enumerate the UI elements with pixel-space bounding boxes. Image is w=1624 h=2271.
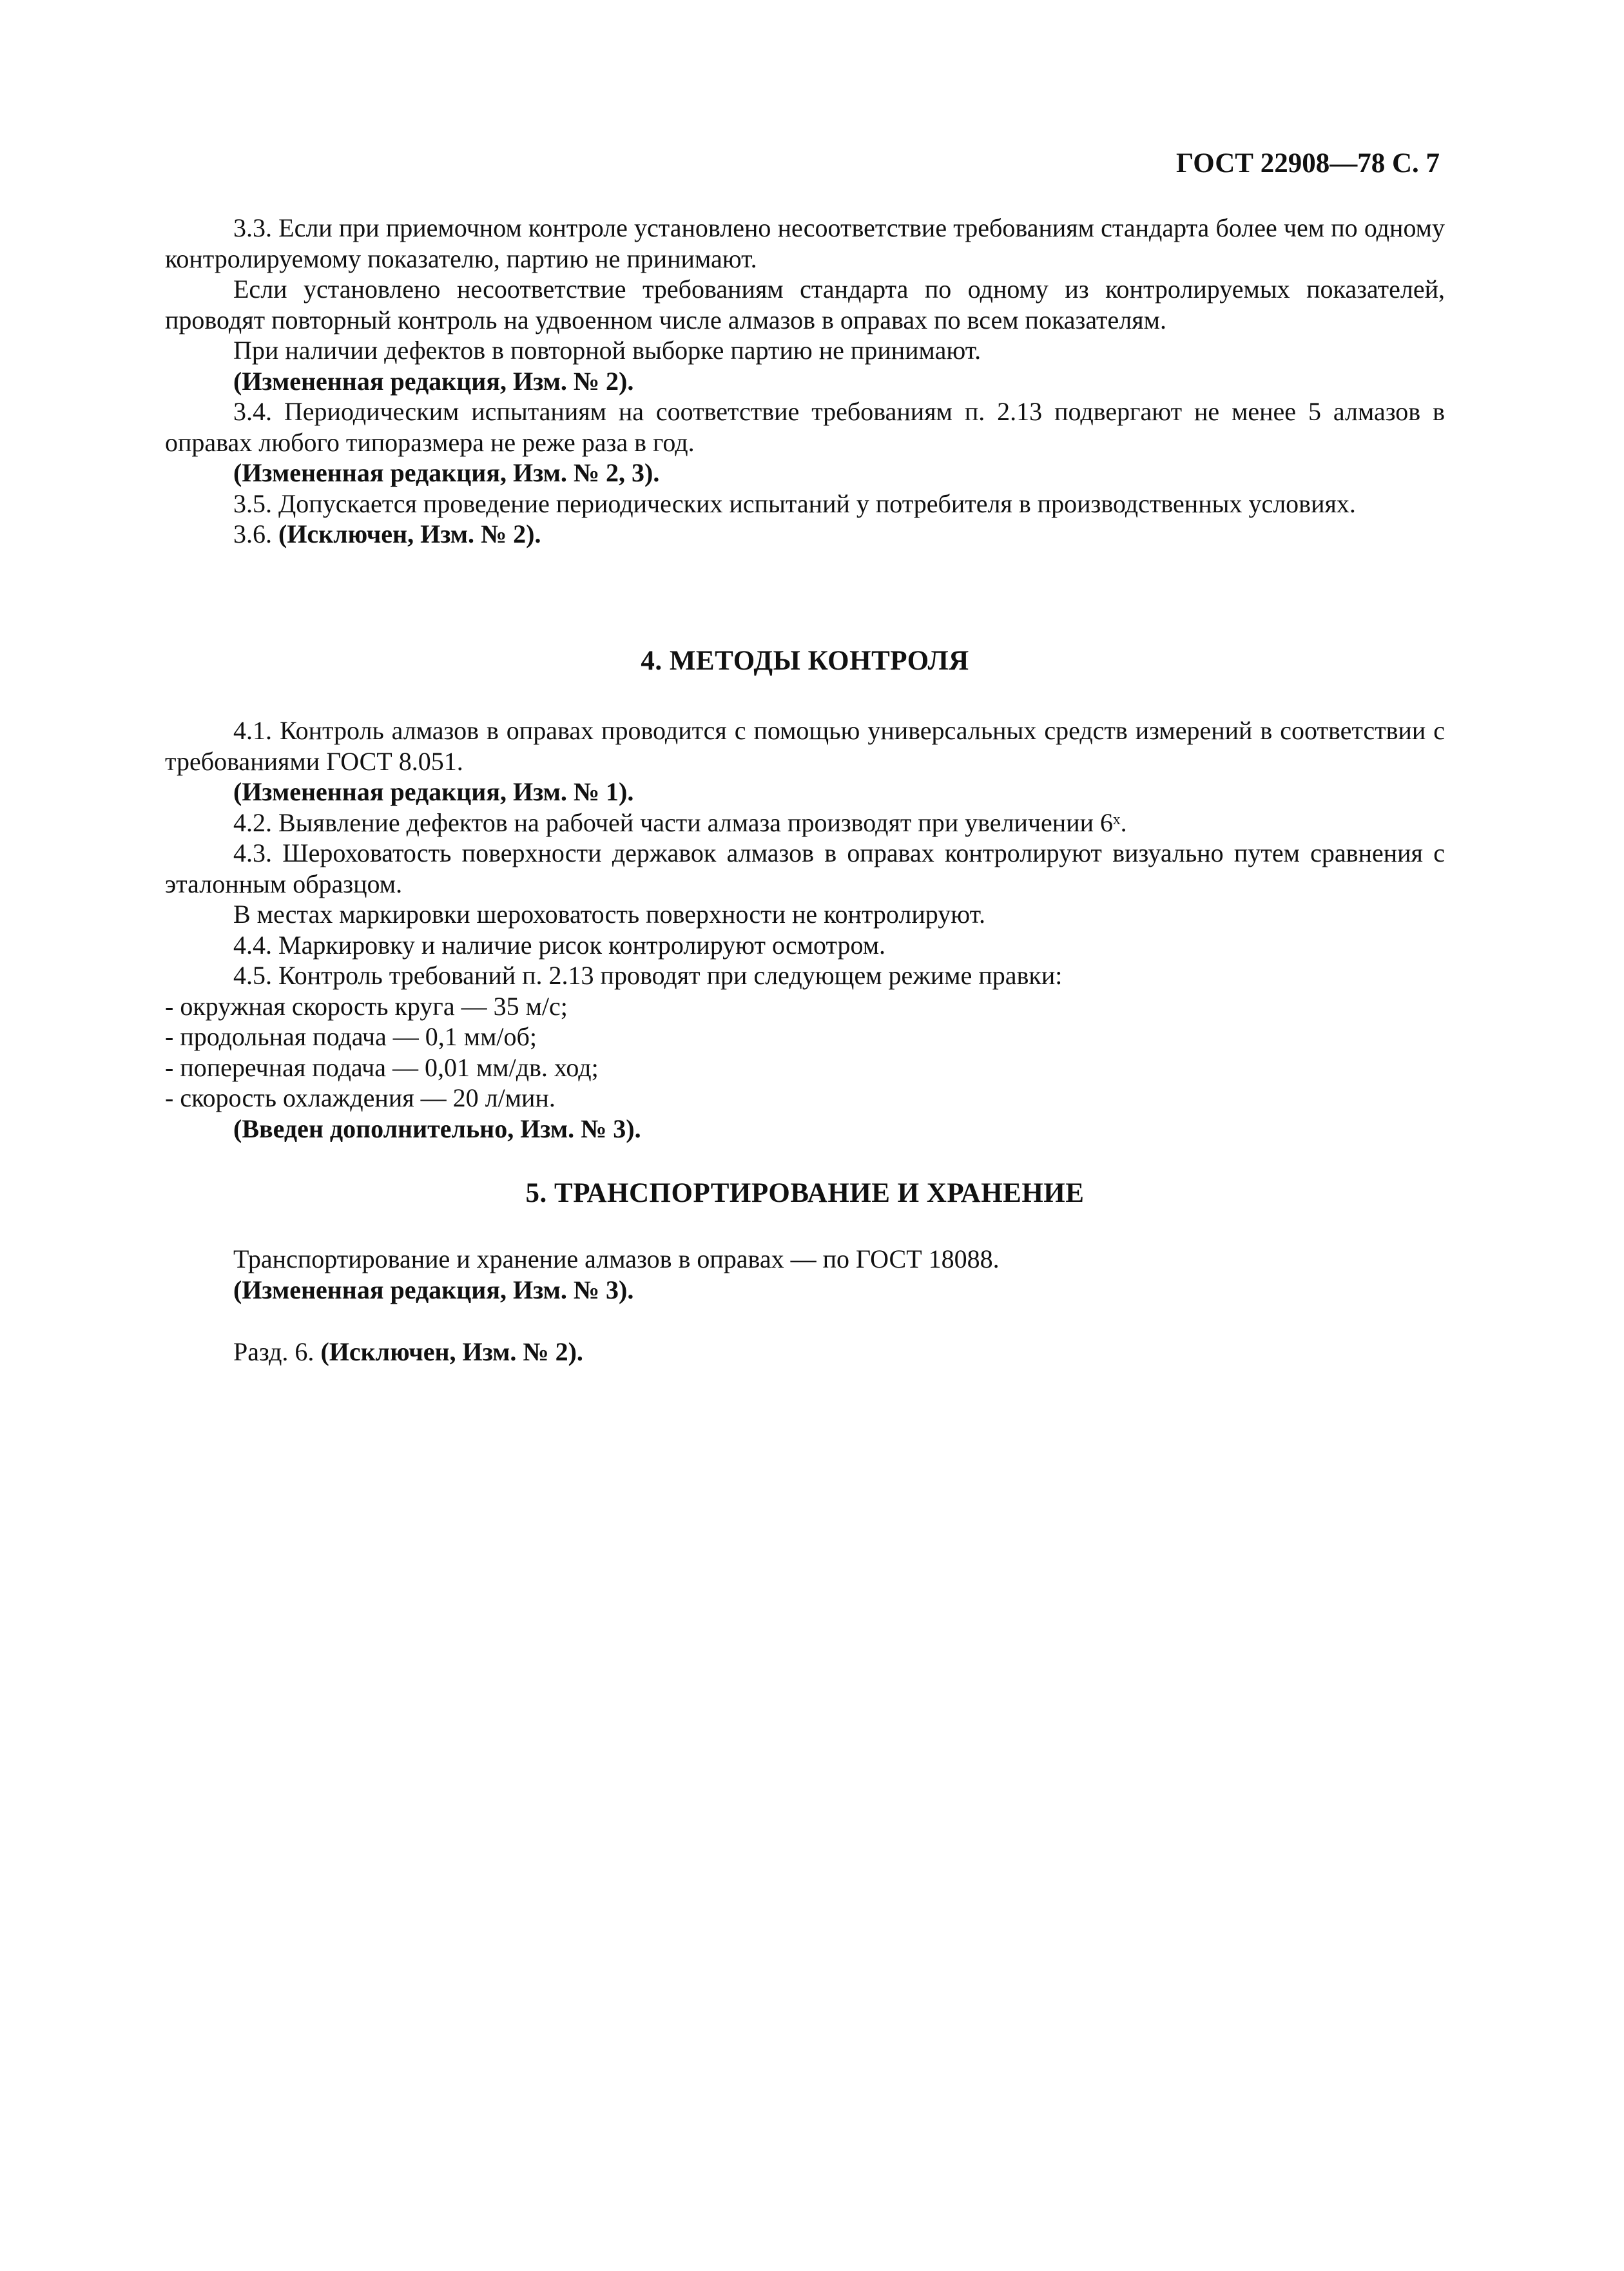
paragraph-3-3: 3.3. Если при приемочном контроле установлено несоответствие требованиям стандарта более чем по одному контролируемому показателю, партию не принимают. — [165, 213, 1445, 273]
paragraph-6 — [165, 1337, 1445, 1367]
running-head: ГОСТ 22908—78 С. 7 — [1175, 148, 1440, 179]
paragraph-4-1: 4.1. Контроль алмазов в оправах проводится с помощью универсальных средств измерений в соответствии с требованиями ГОСТ 8.051. — [165, 716, 1445, 776]
paragraph-4-4: 4.4. Маркировку и наличие рисок контролируют осмотром. — [233, 930, 886, 960]
paragraph-4-3-marking: В местах маркировки шероховатость поверхности не контролируют. — [233, 900, 986, 929]
paragraph-3-6 — [165, 519, 1445, 550]
section-5-heading: 5. ТРАНСПОРТИРОВАНИЕ И ХРАНЕНИЕ — [525, 1178, 1085, 1208]
section-4-body — [165, 715, 1445, 1144]
amendment-note: (Измененная редакция, Изм. № 1). — [233, 777, 634, 806]
paragraph-3-4: 3.4. Периодическим испытаниям на соответствие требованиям п. 2.13 подвергают не менее 5 алмазов в оправах любого типоразмера не реже раза в год. — [165, 397, 1445, 457]
section-5-body — [165, 1244, 1445, 1305]
paragraph-3-5: 3.5. Допускается проведение периодических испытаний у потребителя в производственных условиях. — [233, 488, 1356, 518]
amendment-note: (Измененная редакция, Изм. № 2). — [233, 366, 634, 396]
section-4-heading: 4. МЕТОДЫ КОНТРОЛЯ — [641, 646, 969, 676]
list-item: - поперечная подача — 0,01 мм/дв. ход; — [165, 1052, 599, 1082]
amendment-note: (Введен дополнительно, Изм. № 3). — [233, 1114, 641, 1143]
section-3-body — [165, 213, 1445, 550]
list-item: - продольная подача — 0,1 мм/об; — [165, 1022, 537, 1051]
paragraph-3-3-repeat-control: Если установлено несоответствие требованиям стандарта по одному из контролируемых показателей, проводят повторный контроль на удвоенном числе алмазов в оправах по всем показателям. — [165, 275, 1445, 334]
paragraph-4-5: 4.5. Контроль требований п. 2.13 проводят при следующем режиме правки: — [233, 961, 1063, 990]
list-item: - скорость охлаждения — 20 л/мин. — [165, 1083, 556, 1112]
section-6-body — [165, 1337, 1445, 1367]
paragraph-4-2: 4.2. Выявление дефектов на рабочей части алмаза производят при увеличении 6ˣ. — [233, 807, 1127, 837]
paragraph-4-3: 4.3. Шероховатость поверхности державок алмазов в оправах контролируют визуально путем сравнения с эталонным образцом. — [165, 838, 1445, 898]
amendment-note: (Исключен, Изм. № 2). — [320, 1337, 583, 1366]
section-label: Разд. 6. — [233, 1337, 314, 1366]
paragraph-3-3-defects: При наличии дефектов в повторной выборке партию не принимают. — [233, 336, 981, 365]
paragraph-number: 3.6. — [233, 519, 272, 548]
paragraph-5: Транспортирование и хранение алмазов в оправах — по ГОСТ 18088. — [233, 1244, 1000, 1273]
amendment-note: (Измененная редакция, Изм. № 2, 3). — [233, 458, 660, 487]
amendment-note: (Исключен, Изм. № 2). — [278, 519, 541, 548]
list-item: - окружная скорость круга — 35 м/с; — [165, 991, 568, 1021]
amendment-note: (Измененная редакция, Изм. № 3). — [233, 1275, 634, 1304]
